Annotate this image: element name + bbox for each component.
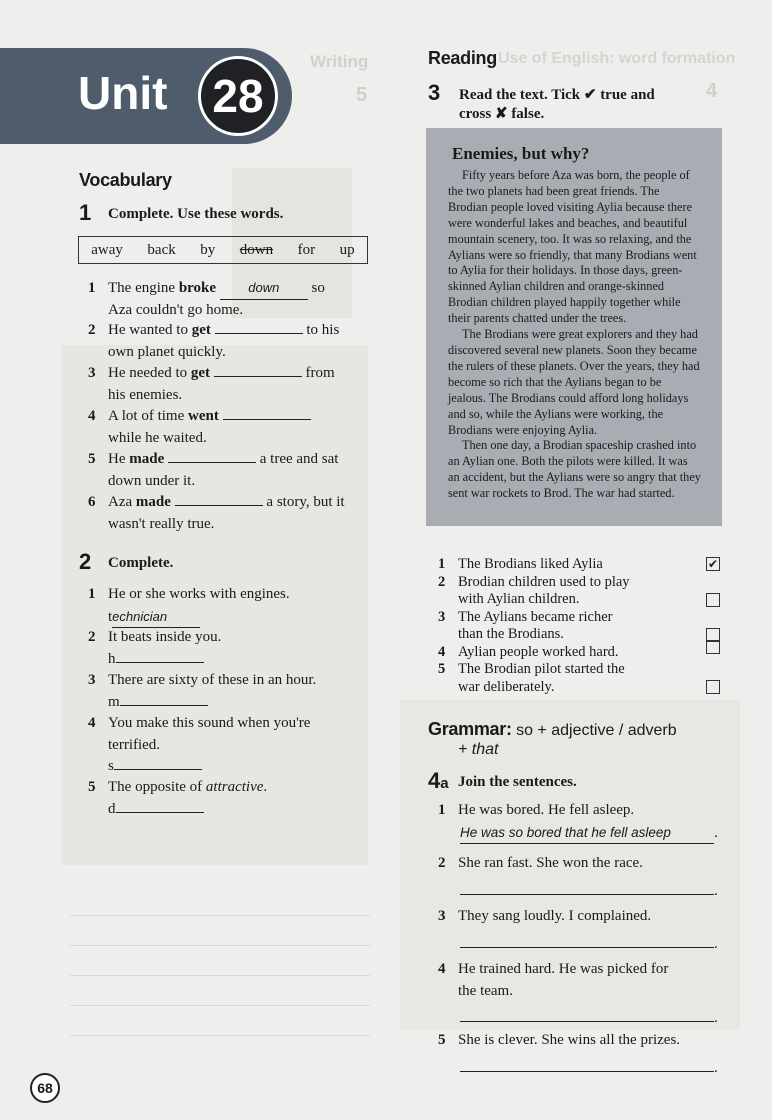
item-text: A lot of time bbox=[108, 408, 188, 424]
item-first-letter: m bbox=[108, 693, 120, 710]
exercise-2-title: Complete. bbox=[108, 555, 174, 571]
item-text: He bbox=[108, 451, 130, 467]
exercise-3-number: 3 bbox=[428, 80, 441, 105]
statement-text: with Aylian children. bbox=[458, 591, 580, 607]
answer-checkbox[interactable] bbox=[706, 640, 720, 654]
answer-blank[interactable]: echnician bbox=[112, 606, 200, 629]
item-keyword: get bbox=[190, 365, 211, 381]
answer-checkbox[interactable] bbox=[706, 557, 720, 571]
item-number: 6 bbox=[88, 494, 96, 510]
exercise-4-item: 3 They sang loudly. I complained. . bbox=[438, 908, 718, 952]
statement-text: Brodian children used to play bbox=[458, 573, 630, 590]
item-number: 1 bbox=[88, 280, 96, 296]
item-text: terrified. bbox=[108, 736, 161, 753]
item-text: He was bored. He fell asleep. bbox=[458, 802, 635, 818]
answer-blank[interactable] bbox=[214, 376, 302, 377]
tick-symbol: ✔ bbox=[583, 87, 597, 103]
exercise-1-number: 1 bbox=[79, 200, 92, 225]
answer-checkbox[interactable] bbox=[706, 593, 720, 607]
reading-paragraph: The Brodians were great explorers and they had discovered several new planets. Soon they became the rulers of these planets. Over the years, they had become so rich that the Aylians began to be jealous. The Brodians could afford long holidays and so, while the Aylians were working, the Brodians were enjoying Aylia. bbox=[448, 327, 700, 437]
statement-text: than the Brodians. bbox=[458, 626, 564, 642]
item-number: 3 bbox=[438, 608, 446, 625]
item-text: The engine bbox=[108, 280, 179, 296]
answer-blank[interactable] bbox=[116, 662, 204, 663]
grammar-label: Grammar: bbox=[428, 719, 512, 739]
word-bank-item: back bbox=[147, 241, 176, 258]
item-text: from bbox=[301, 365, 335, 381]
answer-line[interactable] bbox=[460, 875, 714, 895]
unit-title: Unit bbox=[78, 67, 168, 119]
item-number: 3 bbox=[88, 365, 96, 381]
word-bank-item: for bbox=[297, 241, 316, 258]
item-text: They sang loudly. I complained. bbox=[458, 908, 652, 924]
exercise-2-item bbox=[88, 584, 378, 627]
item-text: She ran fast. She won the race. bbox=[458, 855, 643, 871]
exercise-1-item bbox=[88, 492, 378, 535]
item-number: 2 bbox=[438, 855, 446, 871]
word-bank-item: away bbox=[91, 241, 123, 258]
answer-blank[interactable] bbox=[168, 462, 256, 463]
exercise-4-item: 5 She is clever. She wins all the prizes. . bbox=[438, 1032, 718, 1076]
unit-number-badge bbox=[198, 56, 278, 136]
statement-text: The Aylians became richer bbox=[458, 608, 613, 625]
answer-blank[interactable] bbox=[114, 769, 202, 770]
reading-text-title: Enemies, but why? bbox=[452, 144, 590, 163]
item-text: Aza bbox=[108, 494, 136, 510]
reading-text-body bbox=[448, 168, 702, 502]
item-text: There are sixty of these in an hour. bbox=[108, 672, 317, 688]
item-number: 5 bbox=[438, 1032, 446, 1048]
answer-checkbox[interactable] bbox=[706, 680, 720, 694]
unit-number: 28 bbox=[212, 70, 264, 122]
item-text: . bbox=[263, 779, 268, 795]
statement-item bbox=[438, 574, 722, 609]
item-number: 1 bbox=[438, 556, 446, 572]
item-first-letter: d bbox=[108, 800, 116, 817]
grammar-topic: so + adjective / adverb bbox=[511, 722, 677, 739]
exercise-1-item bbox=[88, 449, 378, 492]
exercise-4-item: 1 He was bored. He fell asleep. He was so bored that he fell asleep . bbox=[438, 800, 720, 853]
statement-item bbox=[438, 661, 722, 696]
item-text: a tree and sat bbox=[256, 451, 339, 467]
statement-text: war deliberately. bbox=[458, 678, 555, 695]
exercise-4-list bbox=[438, 800, 720, 1083]
item-number: 1 bbox=[438, 802, 446, 818]
answer-line[interactable] bbox=[460, 928, 714, 948]
checkmark-icon: ✔ bbox=[707, 557, 719, 571]
answer-line[interactable] bbox=[460, 1002, 714, 1022]
answer-blank[interactable] bbox=[215, 333, 303, 334]
reading-paragraph: Fifty years before Aza was born, the people of the two planets had been great friends. The Brodian people loved visiting Aylia because there were wonderful lakes and beaches, and beautiful mountain scenery, too. It was so relaxing, and the Aylians were so friendly, that many Brodians went to Aylia for their holidays. In those days, green-skinned Aylian children and orange-skinned Brodian children played happily together while their parents chatted under the trees. bbox=[448, 168, 697, 326]
exercise-4-number-digit: 4 bbox=[428, 768, 441, 793]
exercise-3-title bbox=[459, 86, 655, 124]
statement-text: The Brodians liked Aylia bbox=[458, 556, 603, 572]
word-bank-item: by bbox=[200, 241, 216, 258]
item-first-letter: s bbox=[108, 758, 114, 774]
item-text: He trained hard. He was picked for bbox=[458, 961, 669, 977]
statement-item bbox=[438, 644, 722, 662]
instruction-text: false. bbox=[507, 106, 545, 122]
exercise-4-title: Join the sentences. bbox=[458, 774, 577, 790]
item-keyword: went bbox=[188, 408, 219, 424]
statement-item bbox=[438, 609, 722, 644]
answer-line[interactable] bbox=[460, 1052, 714, 1072]
item-text: He needed to bbox=[108, 365, 191, 381]
item-number: 1 bbox=[88, 586, 96, 602]
item-number: 2 bbox=[88, 322, 96, 338]
word-bank bbox=[78, 236, 368, 264]
answer-blank[interactable] bbox=[120, 705, 208, 706]
item-number: 4 bbox=[88, 408, 96, 424]
item-text: It beats inside you. bbox=[108, 629, 222, 645]
item-text: the team. bbox=[458, 982, 513, 999]
item-text: She is clever. She wins all the prizes. bbox=[458, 1032, 681, 1048]
item-number: 5 bbox=[438, 661, 446, 677]
statement-item bbox=[438, 556, 722, 574]
instruction-text: Read the text. Tick bbox=[459, 87, 584, 103]
item-text: You make this sound when you're bbox=[108, 715, 311, 731]
item-number: 3 bbox=[438, 908, 446, 924]
statements-list bbox=[438, 556, 722, 696]
exercise-1-item bbox=[88, 363, 378, 406]
answer-blank[interactable] bbox=[175, 505, 263, 506]
answer-blank[interactable] bbox=[223, 419, 311, 420]
answer-line[interactable]: He was so bored that he fell asleep bbox=[460, 822, 714, 845]
item-number: 5 bbox=[88, 451, 96, 467]
item-text: wasn't really true. bbox=[108, 515, 215, 532]
exercise-1-item bbox=[88, 406, 378, 449]
exercise-1-item bbox=[88, 277, 378, 320]
item-text: so bbox=[307, 280, 325, 296]
vocabulary-heading: Vocabulary bbox=[79, 170, 172, 190]
item-number: 3 bbox=[88, 672, 96, 688]
item-text: He or she works with engines. bbox=[108, 586, 290, 602]
item-text: The opposite of bbox=[108, 779, 206, 795]
exercise-4-item: 4 He trained hard. He was picked for the team. . bbox=[438, 961, 718, 1026]
ghost-use-of-english: Use of English: word formation bbox=[498, 50, 736, 67]
item-italic-word: attractive bbox=[205, 779, 264, 795]
grammar-heading bbox=[428, 719, 677, 759]
item-keyword: made bbox=[135, 494, 171, 510]
word-bank-item: up bbox=[339, 241, 355, 258]
item-keyword: made bbox=[129, 451, 165, 467]
item-text: his enemies. bbox=[108, 386, 183, 403]
exercise-2-item bbox=[88, 713, 378, 777]
reading-heading: Reading bbox=[428, 48, 497, 68]
item-text: to his bbox=[302, 322, 340, 338]
item-first-letter: t bbox=[108, 608, 113, 625]
item-keyword: broke bbox=[178, 280, 217, 296]
answer-blank[interactable]: down bbox=[220, 277, 308, 300]
ghost-writing-heading: Writing bbox=[310, 52, 369, 71]
item-text: down under it. bbox=[108, 472, 196, 489]
item-first-letter: h bbox=[108, 650, 116, 667]
exercise-2-item bbox=[88, 670, 378, 713]
word-bank-item-crossed: down bbox=[239, 241, 274, 258]
item-keyword: get bbox=[191, 322, 211, 338]
item-text: a story, but it bbox=[262, 494, 345, 510]
item-text: own planet quickly. bbox=[108, 343, 226, 360]
exercise-4-sub-letter: a bbox=[440, 775, 449, 792]
exercise-1-item bbox=[88, 320, 378, 363]
item-number: 4 bbox=[438, 961, 446, 977]
exercise-2-item bbox=[88, 627, 378, 670]
instruction-text: true and bbox=[596, 87, 655, 103]
exercise-4-item: 2 She ran fast. She won the race. . bbox=[438, 855, 718, 899]
item-number: 4 bbox=[88, 715, 96, 731]
ghost-number-4: 4 bbox=[706, 80, 718, 102]
item-text: Aza couldn't go home. bbox=[108, 301, 244, 318]
item-number: 5 bbox=[88, 779, 96, 795]
ghost-number-5: 5 bbox=[356, 84, 368, 106]
grammar-topic: + that bbox=[458, 741, 499, 758]
statement-text: Aylian people worked hard. bbox=[458, 643, 619, 660]
instruction-text: cross bbox=[459, 106, 495, 122]
exercise-1-title: Complete. Use these words. bbox=[108, 206, 284, 222]
exercise-4-number bbox=[428, 768, 449, 794]
answer-blank[interactable] bbox=[116, 812, 204, 813]
item-text: He wanted to bbox=[108, 322, 192, 338]
item-text: while he waited. bbox=[108, 429, 207, 446]
statement-text: The Brodian pilot started the bbox=[458, 661, 625, 677]
exercise-2-list bbox=[88, 584, 378, 820]
exercise-2-item bbox=[88, 777, 378, 820]
page-number-text: 68 bbox=[37, 1080, 53, 1096]
exercise-1-list bbox=[88, 277, 378, 535]
cross-symbol: ✘ bbox=[494, 106, 508, 122]
item-number: 4 bbox=[438, 643, 446, 660]
page-number bbox=[30, 1073, 60, 1103]
item-number: 2 bbox=[88, 629, 96, 645]
exercise-2-number: 2 bbox=[79, 549, 92, 574]
item-number: 2 bbox=[438, 573, 446, 590]
reading-paragraph: Then one day, a Brodian spaceship crashed into an Aylian one. Both the pilots were killed. It was an accident, but the Aylians were so angry that they sent war rockets to Brod. The war had started. bbox=[448, 438, 701, 501]
